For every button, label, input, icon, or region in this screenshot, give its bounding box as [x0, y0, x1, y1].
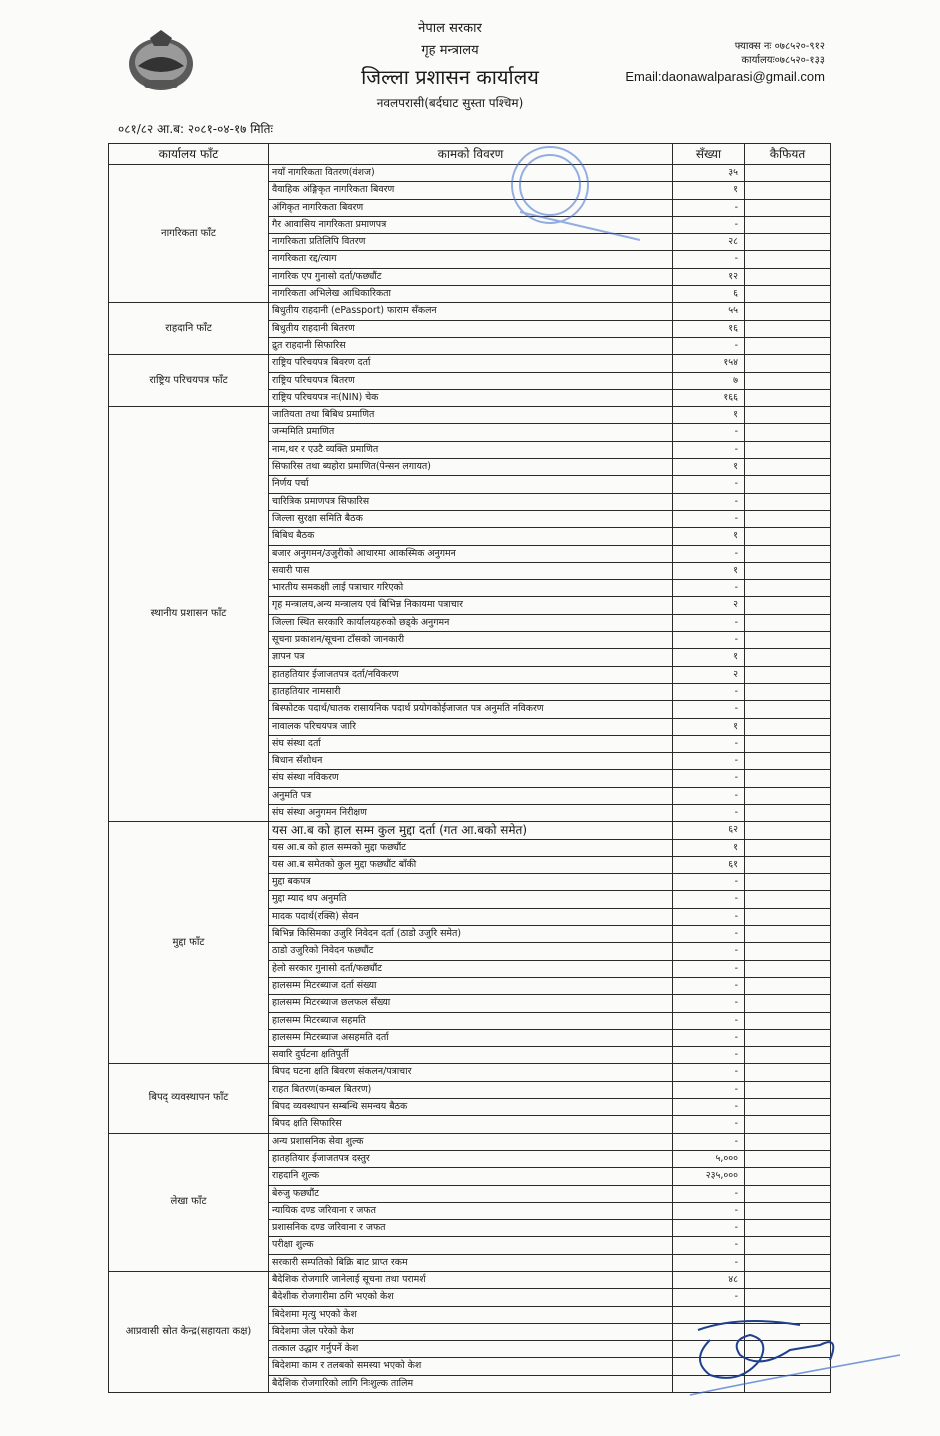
count-cell: -: [673, 1220, 745, 1237]
work-description: हातहतियार नामसारी: [269, 683, 673, 700]
report-table: [108, 143, 831, 1393]
work-description: सवारि दुर्घटना क्षतिपुर्ती: [269, 1047, 673, 1064]
work-description: बिबिध बैठक: [269, 528, 673, 545]
ministry-title: गृह मन्त्रालय: [421, 43, 479, 58]
remarks-cell: [745, 320, 831, 337]
work-description: बजार अनुगमन/उजुरीको आधारमा आकस्मिक अनुगमन: [269, 545, 673, 562]
work-description: सवारी पास: [269, 562, 673, 579]
work-description: नाम,थर र एउटै व्यक्ति प्रमाणित: [269, 441, 673, 458]
remarks-cell: [745, 424, 831, 441]
work-description: द्रुत राहदानी सिफारिस: [269, 337, 673, 354]
work-description: जिल्ला स्थित सरकारि कार्यालयहरुको छड्के अनुगमन: [269, 614, 673, 631]
count-cell: -: [673, 735, 745, 752]
work-description: यस आ.ब समेतको कुल मुद्दा फछ्यौंट बाँकी: [269, 856, 673, 873]
remarks-cell: [745, 1150, 831, 1167]
work-description: नागरिक एप गुनासो दर्ता/फछ्यौंट: [269, 268, 673, 285]
email-address: Email:daonawalparasi@gmail.com: [625, 69, 825, 84]
work-description: नावालक परिचयपत्र जारि: [269, 718, 673, 735]
section-label: लेखा फाँट: [109, 1133, 269, 1271]
work-description: राष्ट्रिय परिचयपत्र बितरण: [269, 372, 673, 389]
remarks-cell: [745, 597, 831, 614]
remarks-cell: [745, 995, 831, 1012]
count-cell: -: [673, 977, 745, 994]
remarks-cell: [745, 1064, 831, 1081]
office-phone: कार्यालयः०७८५२०-१३३: [741, 55, 825, 66]
remarks-cell: [745, 441, 831, 458]
work-description: संघ संस्था अनुगमन निरीक्षण: [269, 804, 673, 821]
work-description: बैदेशिक रोजगारिको लागि निःशुल्क तालिम: [269, 1375, 673, 1392]
remarks-cell: [745, 545, 831, 562]
remarks-cell: [745, 701, 831, 718]
count-cell: -: [673, 943, 745, 960]
remarks-cell: [745, 1237, 831, 1254]
count-cell: ७: [673, 372, 745, 389]
work-description: बिस्फोटक पदार्थ/घातक रासायनिक पदार्थ प्रयोगकोईजाजत पत्र अनुमति नविकरण: [269, 701, 673, 718]
remarks-cell: [745, 407, 831, 424]
work-description: हालसम्म मिटरब्याज दर्ता संख्या: [269, 977, 673, 994]
count-cell: ४८: [673, 1272, 745, 1289]
work-description: सरकारी सम्पतिको बिक्रि बाट प्राप्त रकम: [269, 1254, 673, 1271]
work-description: प्रशासनिक दण्ड जरिवाना र जफत: [269, 1220, 673, 1237]
work-description: यस आ.ब को हाल सम्मको मुद्दा फछ्यौंट: [269, 839, 673, 856]
remarks-cell: [745, 753, 831, 770]
count-cell: -: [673, 701, 745, 718]
work-description: बेरुजु फछ्यौंट: [269, 1185, 673, 1202]
remarks-cell: [745, 891, 831, 908]
work-description: बैदेशीक रोजगारीमा ठगि भएको केश: [269, 1289, 673, 1306]
work-description: नागरिकता अभिलेख आधिकारिकता: [269, 286, 673, 303]
work-description: राहदानि शुल्क: [269, 1168, 673, 1185]
remarks-cell: [745, 960, 831, 977]
work-description: बिदेशमा जेल परेको केश: [269, 1323, 673, 1340]
count-cell: -: [673, 1081, 745, 1098]
count-cell: -: [673, 908, 745, 925]
remarks-cell: [745, 165, 831, 182]
remarks-cell: [745, 666, 831, 683]
count-cell: २३५,०००: [673, 1168, 745, 1185]
work-description: अंगिकृत नागरिकता बिवरण: [269, 199, 673, 216]
table-row: [109, 1272, 831, 1289]
work-description: हालसम्म मिटरब्याज सहमति: [269, 1012, 673, 1029]
remarks-cell: [745, 1185, 831, 1202]
count-cell: -: [673, 1289, 745, 1306]
work-description: जातियता तथा बिबिध प्रमाणित: [269, 407, 673, 424]
table-header-row: [109, 144, 831, 165]
count-cell: १६: [673, 320, 745, 337]
work-description: भारतीय समकक्षी लाई पत्राचार गरिएको: [269, 580, 673, 597]
remarks-cell: [745, 476, 831, 493]
count-cell: -: [673, 1133, 745, 1150]
count-cell: -: [673, 216, 745, 233]
work-description: संघ संस्था दर्ता: [269, 735, 673, 752]
work-description: सूचना प्रकाशन/सूचना टाँसको जानकारी: [269, 632, 673, 649]
work-description: गृह मन्त्रालय,अन्य मन्त्रालय एवं बिभिन्न निकायमा पत्राचार: [269, 597, 673, 614]
remarks-cell: [745, 251, 831, 268]
work-description: परीक्षा शुल्क: [269, 1237, 673, 1254]
count-cell: -: [673, 995, 745, 1012]
work-description: मुद्दा बकपत्र: [269, 874, 673, 891]
count-cell: -: [673, 1012, 745, 1029]
remarks-cell: [745, 735, 831, 752]
work-description: जन्ममिति प्रमाणित: [269, 424, 673, 441]
remarks-cell: [745, 1047, 831, 1064]
count-cell: -: [673, 476, 745, 493]
remarks-cell: [745, 614, 831, 631]
count-cell: १: [673, 182, 745, 199]
remarks-cell: [745, 787, 831, 804]
office-location: नवलपरासी(बर्दघाट सुस्ता पश्चिम): [376, 96, 524, 110]
nepal-emblem-icon: [124, 28, 198, 94]
count-cell: १२: [673, 268, 745, 285]
remarks-cell: [745, 822, 831, 839]
work-description: यस आ.ब को हाल सम्म कुल मुद्दा दर्ता (गत आ.बको समेत): [269, 822, 673, 839]
table-body: [109, 165, 831, 1393]
section-label: राष्ट्रिय परिचयपत्र फाँट: [109, 355, 269, 407]
remarks-cell: [745, 459, 831, 476]
work-description: न्यायिक दण्ड जरिवाना र जफत: [269, 1202, 673, 1219]
count-cell: -: [673, 199, 745, 216]
count-cell: १: [673, 649, 745, 666]
work-description: मुद्दा म्याद थप अनुमति: [269, 891, 673, 908]
remarks-cell: [745, 856, 831, 873]
remarks-cell: [745, 874, 831, 891]
count-cell: -: [673, 424, 745, 441]
table-row: [109, 165, 831, 182]
work-description: राष्ट्रिय परिचयपत्र नः(NIN) चेक: [269, 389, 673, 406]
count-cell: -: [673, 614, 745, 631]
count-cell: -: [673, 1047, 745, 1064]
count-cell: -: [673, 753, 745, 770]
letterhead: [300, 18, 600, 114]
remarks-cell: [745, 1254, 831, 1271]
remarks-cell: [745, 804, 831, 821]
remarks-cell: [745, 1272, 831, 1289]
work-description: राहत बितरण(कम्बल बितरण): [269, 1081, 673, 1098]
work-description: नयाँ नागरिकता वितरण(वंशज): [269, 165, 673, 182]
count-cell: -: [673, 683, 745, 700]
work-description: बिधान सँशोधन: [269, 753, 673, 770]
count-cell: -: [673, 545, 745, 562]
remarks-cell: [745, 182, 831, 199]
count-cell: -: [673, 891, 745, 908]
count-cell: ६: [673, 286, 745, 303]
column-header: सँख्या: [673, 144, 745, 165]
remarks-cell: [745, 839, 831, 856]
remarks-cell: [745, 268, 831, 285]
remarks-cell: [745, 977, 831, 994]
work-description: हेलो सरकार गुनासो दर्ता/फछ्यौंट: [269, 960, 673, 977]
work-description: गैर आवासिय नागरिकता प्रमाणपत्र: [269, 216, 673, 233]
office-title: जिल्ला प्रशासन कार्यालय: [361, 65, 539, 89]
remarks-cell: [745, 510, 831, 527]
count-cell: ३५: [673, 165, 745, 182]
count-cell: १५४: [673, 355, 745, 372]
count-cell: -: [673, 787, 745, 804]
remarks-cell: [745, 1133, 831, 1150]
work-description: अन्य प्रशासनिक सेवा शुल्क: [269, 1133, 673, 1150]
count-cell: २: [673, 666, 745, 683]
count-cell: १: [673, 718, 745, 735]
section-label: मुद्दा फाँट: [109, 822, 269, 1064]
remarks-cell: [745, 337, 831, 354]
work-description: बिपद घटना क्षति बिवरण संकलन/पत्राचार: [269, 1064, 673, 1081]
count-cell: -: [673, 874, 745, 891]
work-description: बिभिन्न किसिमका उजुरि निवेदन दर्ता (ठाडो उजुरि समेत): [269, 926, 673, 943]
work-description: हातहतियार ईजाजतपत्र दर्ता/नविकरण: [269, 666, 673, 683]
count-cell: -: [673, 926, 745, 943]
work-description: संघ संस्था नविकरण: [269, 770, 673, 787]
count-cell: २८: [673, 234, 745, 251]
work-description: मादक पदार्थ(रक्सि) सेवन: [269, 908, 673, 925]
work-description: राष्ट्रिय परिचयपत्र बिवरण दर्ता: [269, 355, 673, 372]
remarks-cell: [745, 770, 831, 787]
count-cell: १: [673, 562, 745, 579]
column-header: कामको विवरण: [269, 144, 673, 165]
count-cell: १: [673, 528, 745, 545]
remarks-cell: [745, 908, 831, 925]
work-description: बिधुतीय राहदानी बितरण: [269, 320, 673, 337]
remarks-cell: [745, 718, 831, 735]
remarks-cell: [745, 528, 831, 545]
table-row: [109, 822, 831, 839]
count-cell: -: [673, 770, 745, 787]
remarks-cell: [745, 493, 831, 510]
remarks-cell: [745, 926, 831, 943]
work-description: निर्णय पर्चा: [269, 476, 673, 493]
remarks-cell: [745, 234, 831, 251]
table-row: [109, 1133, 831, 1150]
work-description: जिल्ला सुरक्षा समिति बैठक: [269, 510, 673, 527]
count-cell: -: [673, 1185, 745, 1202]
remarks-cell: [745, 216, 831, 233]
remarks-cell: [745, 1116, 831, 1133]
remarks-cell: [745, 580, 831, 597]
count-cell: -: [673, 251, 745, 268]
count-cell: ६२: [673, 822, 745, 839]
count-cell: -: [673, 632, 745, 649]
count-cell: १: [673, 839, 745, 856]
table-row: [109, 407, 831, 424]
work-description: बैदेशिक रोजगारि जानेलाई सूचना तथा परामर्श: [269, 1272, 673, 1289]
count-cell: -: [673, 580, 745, 597]
count-cell: -: [673, 1237, 745, 1254]
table-row: [109, 1064, 831, 1081]
count-cell: -: [673, 337, 745, 354]
officer-signature: [680, 1300, 910, 1410]
government-title: नेपाल सरकार: [418, 21, 482, 36]
remarks-cell: [745, 632, 831, 649]
count-cell: १: [673, 407, 745, 424]
remarks-cell: [745, 562, 831, 579]
column-header: कैफियत: [745, 144, 831, 165]
remarks-cell: [745, 1168, 831, 1185]
remarks-cell: [745, 303, 831, 320]
work-description: ज्ञापन पत्र: [269, 649, 673, 666]
remarks-cell: [745, 1081, 831, 1098]
column-header: कार्यालय फाँट: [109, 144, 269, 165]
remarks-cell: [745, 1099, 831, 1116]
contact-block: [610, 40, 825, 86]
count-cell: -: [673, 1029, 745, 1046]
work-description: बिधुतीय राहदानी (ePassport) फाराम सँकलन: [269, 303, 673, 320]
count-cell: -: [673, 493, 745, 510]
remarks-cell: [745, 649, 831, 666]
table-row: [109, 355, 831, 372]
work-description: बिदेशमा मृत्यु भएको केश: [269, 1306, 673, 1323]
work-description: अनुमति पत्र: [269, 787, 673, 804]
count-cell: ५,०००: [673, 1150, 745, 1167]
remarks-cell: [745, 372, 831, 389]
work-description: सिफारिस तथा ब्यहोरा प्रमाणित(पेन्सन लगायत): [269, 459, 673, 476]
work-description: तत्काल उद्धार गर्नुपर्ने केश: [269, 1341, 673, 1358]
work-description: वैवाहिक अंङ्गिकृत नागरिकता बिवरण: [269, 182, 673, 199]
section-label: बिपद् व्यवस्थापन फाँट: [109, 1064, 269, 1133]
count-cell: -: [673, 960, 745, 977]
remarks-cell: [745, 1012, 831, 1029]
remarks-cell: [745, 943, 831, 960]
work-description: बिदेशमा काम र तलबको समस्या भएको केश: [269, 1358, 673, 1375]
section-label: नागरिकता फाँट: [109, 165, 269, 303]
count-cell: १६६: [673, 389, 745, 406]
remarks-cell: [745, 1220, 831, 1237]
section-label: आप्रवासी स्रोत केन्द्र(सहायता कक्ष): [109, 1272, 269, 1393]
remarks-cell: [745, 389, 831, 406]
count-cell: ५५: [673, 303, 745, 320]
table-row: [109, 303, 831, 320]
count-cell: ६१: [673, 856, 745, 873]
work-description: चारित्रिक प्रमाणपत्र सिफारिस: [269, 493, 673, 510]
count-cell: २: [673, 597, 745, 614]
section-label: राहदानि फाँट: [109, 303, 269, 355]
work-description: हालसम्म मिटरब्याज असहमति दर्ता: [269, 1029, 673, 1046]
count-cell: -: [673, 1099, 745, 1116]
work-description: हालसम्म मिटरब्याज छलफल सँख्या: [269, 995, 673, 1012]
work-description: नागरिकता प्रतिलिपि वितरण: [269, 234, 673, 251]
remarks-cell: [745, 1202, 831, 1219]
fax-number: फ्याक्स नः ०७८५२०-९१२: [734, 41, 825, 52]
work-description: ठाडो उजुरिको निवेदन फछ्यौंट: [269, 943, 673, 960]
remarks-cell: [745, 1029, 831, 1046]
count-cell: -: [673, 1064, 745, 1081]
count-cell: १: [673, 459, 745, 476]
work-description: हातहतियार ईजाजतपत्र दस्तुर: [269, 1150, 673, 1167]
remarks-cell: [745, 683, 831, 700]
remarks-cell: [745, 286, 831, 303]
work-description: नागरिकता रद्द/त्याग: [269, 251, 673, 268]
count-cell: -: [673, 1116, 745, 1133]
section-label: स्थानीय प्रशासन फाँट: [109, 407, 269, 822]
count-cell: -: [673, 1202, 745, 1219]
office-seal-stamp: [490, 140, 650, 290]
remarks-cell: [745, 355, 831, 372]
reference-date: ०८१/८२ आ.ब: २०८१-०४-१७ मितिः: [118, 122, 273, 136]
work-description: बिपद क्षति सिफारिस: [269, 1116, 673, 1133]
work-description: बिपद व्यवस्थापन सम्बन्धि समन्वय बैठक: [269, 1099, 673, 1116]
count-cell: -: [673, 441, 745, 458]
count-cell: -: [673, 1254, 745, 1271]
count-cell: -: [673, 510, 745, 527]
remarks-cell: [745, 199, 831, 216]
count-cell: -: [673, 804, 745, 821]
